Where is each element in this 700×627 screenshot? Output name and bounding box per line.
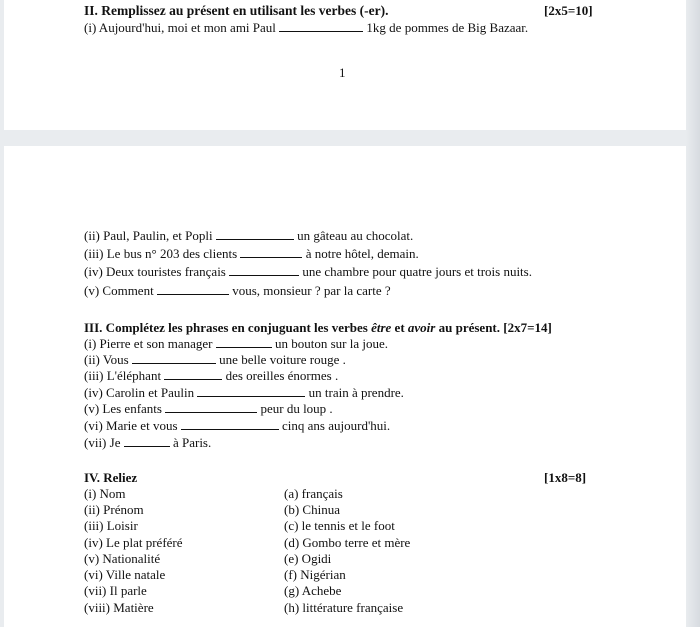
match-left-6: (vi) Ville natale xyxy=(84,567,166,582)
match-left-7: (vii) Il parle xyxy=(84,583,147,598)
s3-q3-blank[interactable] xyxy=(164,368,222,380)
s3-q3-suffix: des oreilles énormes . xyxy=(225,368,339,383)
s2-q2-blank[interactable] xyxy=(216,228,294,240)
match-right-c: (c) le tennis et le foot xyxy=(284,518,395,533)
s3-q4-blank[interactable] xyxy=(197,385,305,397)
section-4-title: IV. Reliez xyxy=(84,470,138,485)
s3-q1-blank[interactable] xyxy=(216,336,272,348)
s3-q6-blank[interactable] xyxy=(181,418,279,430)
match-right-a: (a) français xyxy=(284,486,343,501)
s3-q5-suffix: peur du loup . xyxy=(260,401,333,416)
s2-question-2 xyxy=(84,228,413,243)
match-right-b: (b) Chinua xyxy=(284,502,340,517)
match-right-d: (d) Gombo terre et mère xyxy=(284,535,411,550)
s2-q5-blank[interactable] xyxy=(157,283,229,295)
s3-q3-prefix: (iii) L'éléphant xyxy=(84,368,162,383)
match-left-1: (i) Nom xyxy=(84,486,126,501)
s3-q7-blank[interactable] xyxy=(124,435,170,447)
s3-q5-prefix: (v) Les enfants xyxy=(84,401,162,416)
s2-q5-prefix: (v) Comment xyxy=(84,283,154,298)
s2-q3-blank[interactable] xyxy=(240,246,302,258)
s3-q4-suffix: un train à prendre. xyxy=(308,385,404,400)
s2-q2-suffix: un gâteau au chocolat. xyxy=(297,228,414,243)
scroll-edge xyxy=(686,0,700,627)
page-number: 1 xyxy=(339,65,346,80)
s3-question-6 xyxy=(84,418,390,433)
s2-question-5 xyxy=(84,283,391,298)
s3-q6-suffix: cinq ans aujourd'hui. xyxy=(282,418,391,433)
section-2-title: II. Remplissez au présent en utilisant les verbes (-er). xyxy=(84,3,389,18)
section-4-marks: [1x8=8] xyxy=(544,470,587,485)
match-left-4: (iv) Le plat préféré xyxy=(84,535,183,550)
match-left-5: (v) Nationalité xyxy=(84,551,161,566)
s2-q4-blank[interactable] xyxy=(229,264,299,276)
match-left-2: (ii) Prénom xyxy=(84,502,144,517)
s3-q6-prefix: (vi) Marie et vous xyxy=(84,418,178,433)
match-left-8: (viii) Matière xyxy=(84,600,154,615)
s3-q7-prefix: (vii) Je xyxy=(84,435,121,450)
s3-q7-suffix: à Paris. xyxy=(172,435,212,450)
s3-q1-suffix: un bouton sur la joue. xyxy=(275,336,389,351)
match-right-f: (f) Nigérian xyxy=(284,567,346,582)
match-right-e: (e) Ogidi xyxy=(284,551,332,566)
s3-question-3 xyxy=(84,368,338,383)
s3-question-2 xyxy=(84,352,346,367)
section-2-marks: [2x5=10] xyxy=(544,3,593,18)
s3-title-end: au présent. xyxy=(438,320,500,335)
s2-question-1 xyxy=(84,20,528,35)
s3-q5-blank[interactable] xyxy=(165,401,257,413)
s2-q4-suffix: une chambre pour quatre jours et trois nuits. xyxy=(302,264,532,279)
s3-title-et: et xyxy=(394,320,405,335)
s3-verb-avoir: avoir xyxy=(407,320,436,335)
s2-question-4 xyxy=(84,264,532,279)
s2-q1-blank[interactable] xyxy=(279,20,363,32)
s3-q2-blank[interactable] xyxy=(132,352,216,364)
section-3-title xyxy=(84,320,552,335)
s2-q1-suffix: 1kg de pommes de Big Bazaar. xyxy=(366,20,529,35)
s2-q1-prefix: (i) Aujourd'hui, moi et mon ami Paul xyxy=(84,20,276,35)
s3-q2-suffix: une belle voiture rouge . xyxy=(219,352,346,367)
s3-q2-prefix: (ii) Vous xyxy=(84,352,129,367)
s3-title-start: III. Complétez les phrases en conjuguant les verbes xyxy=(84,320,368,335)
s3-q4-prefix: (iv) Carolin et Paulin xyxy=(84,385,195,400)
match-left-3: (iii) Loisir xyxy=(84,518,138,533)
s3-q1-prefix: (i) Pierre et son manager xyxy=(84,336,213,351)
s2-question-3 xyxy=(84,246,419,261)
match-right-g: (g) Achebe xyxy=(284,583,342,598)
s3-question-1 xyxy=(84,336,388,351)
s2-q4-prefix: (iv) Deux touristes français xyxy=(84,264,226,279)
section-3-marks: [2x7=14] xyxy=(503,320,552,335)
match-right-h: (h) littérature française xyxy=(284,600,404,615)
s3-question-5 xyxy=(84,401,333,416)
s2-q3-suffix: à notre hôtel, demain. xyxy=(305,246,419,261)
s2-q3-prefix: (iii) Le bus n° 203 des clients xyxy=(84,246,238,261)
s2-q2-prefix: (ii) Paul, Paulin, et Popli xyxy=(84,228,213,243)
s2-q5-suffix: vous, monsieur ? par la carte ? xyxy=(232,283,391,298)
s3-question-4 xyxy=(84,385,404,400)
s3-verb-etre: être xyxy=(371,320,392,335)
s3-question-7 xyxy=(84,435,211,450)
